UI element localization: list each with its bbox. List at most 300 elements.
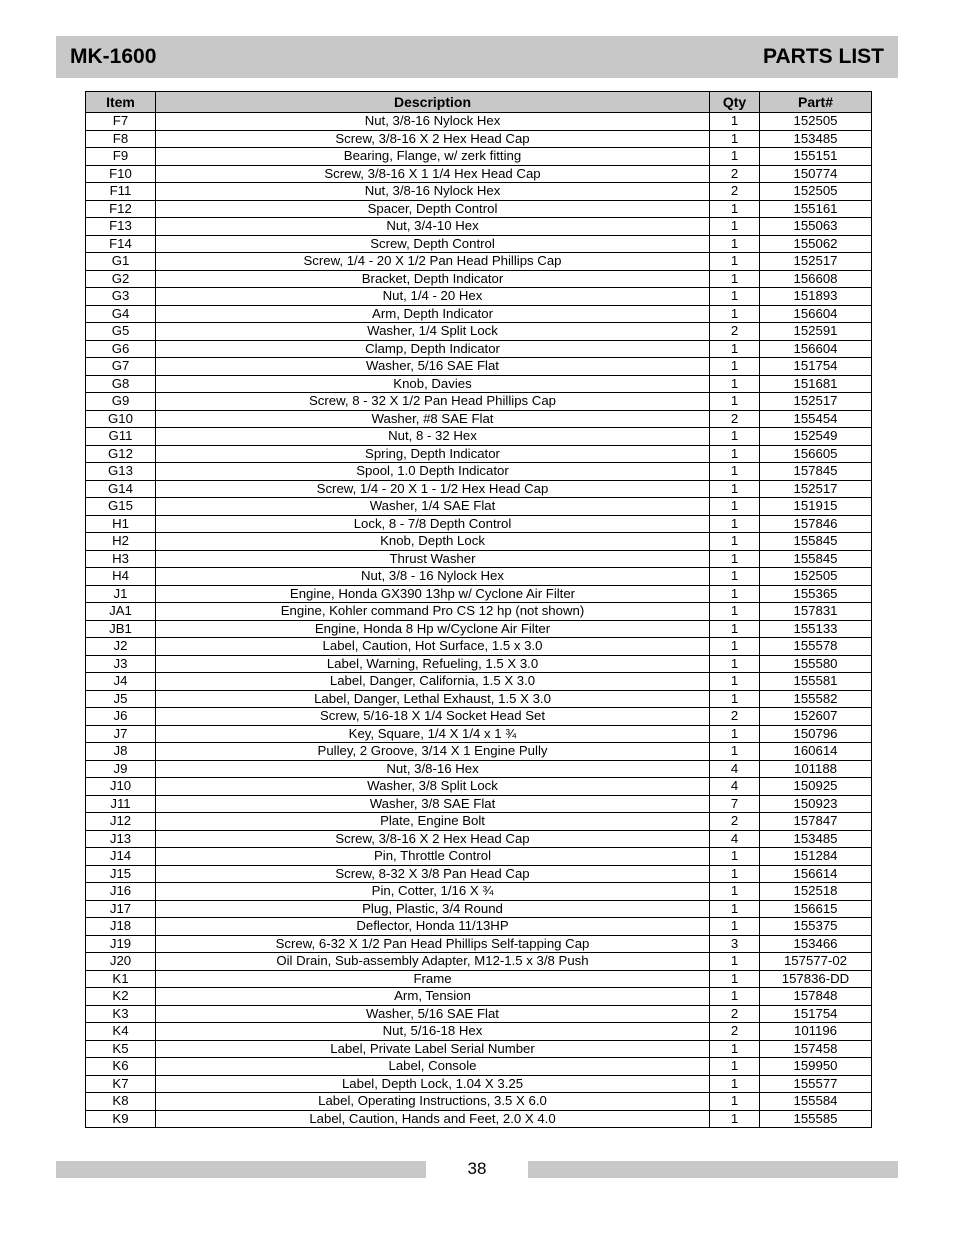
table-row xyxy=(86,410,872,428)
parts-table xyxy=(85,91,872,1128)
cell-qty: 1 xyxy=(710,1075,760,1093)
cell-item: J9 xyxy=(86,760,156,778)
cell-qty: 1 xyxy=(710,200,760,218)
cell-part-number: 152517 xyxy=(760,480,872,498)
cell-part-number: 157836-DD xyxy=(760,970,872,988)
cell-part-number: 153485 xyxy=(760,830,872,848)
cell-qty: 1 xyxy=(710,673,760,691)
cell-qty: 1 xyxy=(710,568,760,586)
cell-qty: 1 xyxy=(710,603,760,621)
cell-qty: 1 xyxy=(710,900,760,918)
table-row xyxy=(86,218,872,236)
table-row xyxy=(86,638,872,656)
cell-qty: 1 xyxy=(710,270,760,288)
table-row xyxy=(86,988,872,1006)
cell-item: H1 xyxy=(86,515,156,533)
cell-part-number: 155063 xyxy=(760,218,872,236)
footer-bar-right xyxy=(528,1161,898,1178)
cell-item: K4 xyxy=(86,1023,156,1041)
cell-description: Clamp, Depth Indicator xyxy=(156,340,710,358)
cell-item: J13 xyxy=(86,830,156,848)
cell-qty: 1 xyxy=(710,498,760,516)
cell-part-number: 157845 xyxy=(760,463,872,481)
cell-item: JB1 xyxy=(86,620,156,638)
cell-part-number: 156608 xyxy=(760,270,872,288)
cell-description: Bracket, Depth Indicator xyxy=(156,270,710,288)
cell-item: F10 xyxy=(86,165,156,183)
page-number: 38 xyxy=(467,1159,487,1178)
cell-item: G6 xyxy=(86,340,156,358)
cell-item: J5 xyxy=(86,690,156,708)
cell-description: Plug, Plastic, 3/4 Round xyxy=(156,900,710,918)
cell-qty: 1 xyxy=(710,918,760,936)
cell-part-number: 150774 xyxy=(760,165,872,183)
table-row xyxy=(86,1040,872,1058)
cell-part-number: 156604 xyxy=(760,305,872,323)
cell-qty: 1 xyxy=(710,1110,760,1128)
table-row xyxy=(86,463,872,481)
table-row xyxy=(86,655,872,673)
cell-part-number: 153485 xyxy=(760,130,872,148)
cell-description: Label, Danger, California, 1.5 X 3.0 xyxy=(156,673,710,691)
cell-part-number: 152607 xyxy=(760,708,872,726)
cell-description: Label, Warning, Refueling, 1.5 X 3.0 xyxy=(156,655,710,673)
cell-description: Lock, 8 - 7/8 Depth Control xyxy=(156,515,710,533)
table-row xyxy=(86,533,872,551)
table-row xyxy=(86,690,872,708)
cell-part-number: 155133 xyxy=(760,620,872,638)
cell-part-number: 101188 xyxy=(760,760,872,778)
cell-description: Label, Private Label Serial Number xyxy=(156,1040,710,1058)
cell-part-number: 155584 xyxy=(760,1093,872,1111)
cell-description: Nut, 3/4-10 Hex xyxy=(156,218,710,236)
table-row xyxy=(86,673,872,691)
cell-part-number: 152518 xyxy=(760,883,872,901)
cell-description: Label, Danger, Lethal Exhaust, 1.5 X 3.0 xyxy=(156,690,710,708)
cell-description: Washer, 3/8 SAE Flat xyxy=(156,795,710,813)
cell-item: G14 xyxy=(86,480,156,498)
table-row xyxy=(86,620,872,638)
cell-description: Spacer, Depth Control xyxy=(156,200,710,218)
cell-description: Frame xyxy=(156,970,710,988)
table-row xyxy=(86,935,872,953)
cell-part-number: 155151 xyxy=(760,148,872,166)
cell-description: Label, Caution, Hands and Feet, 2.0 X 4.0 xyxy=(156,1110,710,1128)
cell-qty: 2 xyxy=(710,813,760,831)
cell-item: J12 xyxy=(86,813,156,831)
cell-qty: 1 xyxy=(710,305,760,323)
cell-part-number: 153466 xyxy=(760,935,872,953)
table-row xyxy=(86,165,872,183)
column-header-qty: Qty xyxy=(710,92,760,113)
cell-description: Nut, 8 - 32 Hex xyxy=(156,428,710,446)
table-row xyxy=(86,288,872,306)
cell-description: Nut, 5/16-18 Hex xyxy=(156,1023,710,1041)
cell-part-number: 157577-02 xyxy=(760,953,872,971)
cell-item: K9 xyxy=(86,1110,156,1128)
cell-description: Nut, 3/8-16 Hex xyxy=(156,760,710,778)
cell-item: G3 xyxy=(86,288,156,306)
table-row xyxy=(86,480,872,498)
cell-description: Washer, 1/4 SAE Flat xyxy=(156,498,710,516)
table-row xyxy=(86,970,872,988)
table-row xyxy=(86,1058,872,1076)
cell-description: Label, Caution, Hot Surface, 1.5 x 3.0 xyxy=(156,638,710,656)
table-row xyxy=(86,130,872,148)
table-row xyxy=(86,708,872,726)
cell-item: J4 xyxy=(86,673,156,691)
cell-part-number: 155365 xyxy=(760,585,872,603)
cell-item: J17 xyxy=(86,900,156,918)
cell-qty: 2 xyxy=(710,410,760,428)
cell-part-number: 155578 xyxy=(760,638,872,656)
cell-description: Label, Console xyxy=(156,1058,710,1076)
cell-qty: 1 xyxy=(710,235,760,253)
table-row xyxy=(86,743,872,761)
cell-qty: 1 xyxy=(710,585,760,603)
table-row xyxy=(86,235,872,253)
cell-part-number: 155062 xyxy=(760,235,872,253)
cell-qty: 1 xyxy=(710,375,760,393)
table-row xyxy=(86,445,872,463)
cell-qty: 1 xyxy=(710,130,760,148)
table-row xyxy=(86,603,872,621)
table-row xyxy=(86,568,872,586)
cell-description: Arm, Tension xyxy=(156,988,710,1006)
table-row xyxy=(86,1093,872,1111)
model-title: MK-1600 xyxy=(70,45,157,68)
cell-qty: 1 xyxy=(710,970,760,988)
cell-item: K1 xyxy=(86,970,156,988)
cell-description: Bearing, Flange, w/ zerk fitting xyxy=(156,148,710,166)
cell-description: Screw, 8 - 32 X 1/2 Pan Head Phillips Cap xyxy=(156,393,710,411)
cell-item: J15 xyxy=(86,865,156,883)
column-header-part-number: Part# xyxy=(760,92,872,113)
cell-item: J2 xyxy=(86,638,156,656)
cell-part-number: 152505 xyxy=(760,113,872,131)
cell-item: K7 xyxy=(86,1075,156,1093)
cell-part-number: 160614 xyxy=(760,743,872,761)
cell-qty: 1 xyxy=(710,638,760,656)
cell-item: F13 xyxy=(86,218,156,236)
cell-description: Nut, 1/4 - 20 Hex xyxy=(156,288,710,306)
cell-part-number: 150923 xyxy=(760,795,872,813)
table-row xyxy=(86,865,872,883)
cell-part-number: 156615 xyxy=(760,900,872,918)
table-header-row xyxy=(86,92,872,113)
cell-item: J19 xyxy=(86,935,156,953)
cell-description: Thrust Washer xyxy=(156,550,710,568)
cell-item: F8 xyxy=(86,130,156,148)
cell-qty: 1 xyxy=(710,743,760,761)
cell-description: Washer, 5/16 SAE Flat xyxy=(156,1005,710,1023)
cell-description: Knob, Davies xyxy=(156,375,710,393)
footer-bar-left xyxy=(56,1161,426,1178)
cell-qty: 1 xyxy=(710,445,760,463)
cell-part-number: 156614 xyxy=(760,865,872,883)
cell-item: J8 xyxy=(86,743,156,761)
cell-part-number: 155585 xyxy=(760,1110,872,1128)
cell-part-number: 157847 xyxy=(760,813,872,831)
cell-qty: 3 xyxy=(710,935,760,953)
cell-qty: 1 xyxy=(710,988,760,1006)
table-row xyxy=(86,1005,872,1023)
cell-item: J7 xyxy=(86,725,156,743)
cell-part-number: 157458 xyxy=(760,1040,872,1058)
cell-qty: 1 xyxy=(710,848,760,866)
cell-qty: 2 xyxy=(710,183,760,201)
cell-part-number: 152517 xyxy=(760,393,872,411)
cell-item: J10 xyxy=(86,778,156,796)
cell-description: Key, Square, 1/4 X 1/4 x 1 ¾ xyxy=(156,725,710,743)
cell-qty: 1 xyxy=(710,358,760,376)
cell-qty: 4 xyxy=(710,760,760,778)
cell-part-number: 155577 xyxy=(760,1075,872,1093)
cell-qty: 1 xyxy=(710,148,760,166)
cell-item: J16 xyxy=(86,883,156,901)
table-row xyxy=(86,953,872,971)
cell-part-number: 150925 xyxy=(760,778,872,796)
table-row xyxy=(86,498,872,516)
cell-qty: 1 xyxy=(710,865,760,883)
cell-part-number: 156604 xyxy=(760,340,872,358)
table-row xyxy=(86,200,872,218)
cell-part-number: 157846 xyxy=(760,515,872,533)
table-row xyxy=(86,550,872,568)
cell-item: F9 xyxy=(86,148,156,166)
cell-description: Nut, 3/8-16 Nylock Hex xyxy=(156,113,710,131)
cell-item: F11 xyxy=(86,183,156,201)
cell-qty: 1 xyxy=(710,218,760,236)
column-header-description: Description xyxy=(156,92,710,113)
cell-description: Arm, Depth Indicator xyxy=(156,305,710,323)
cell-description: Screw, 3/8-16 X 2 Hex Head Cap xyxy=(156,130,710,148)
cell-description: Oil Drain, Sub-assembly Adapter, M12-1.5 x 3/8 Push xyxy=(156,953,710,971)
cell-qty: 1 xyxy=(710,690,760,708)
cell-part-number: 151284 xyxy=(760,848,872,866)
cell-item: G9 xyxy=(86,393,156,411)
cell-part-number: 155581 xyxy=(760,673,872,691)
table-row xyxy=(86,778,872,796)
table-row xyxy=(86,340,872,358)
cell-item: J6 xyxy=(86,708,156,726)
cell-part-number: 152549 xyxy=(760,428,872,446)
cell-description: Plate, Engine Bolt xyxy=(156,813,710,831)
cell-item: H4 xyxy=(86,568,156,586)
table-row xyxy=(86,585,872,603)
table-row xyxy=(86,900,872,918)
cell-item: K3 xyxy=(86,1005,156,1023)
table-row xyxy=(86,918,872,936)
table-row xyxy=(86,883,872,901)
cell-description: Washer, 3/8 Split Lock xyxy=(156,778,710,796)
cell-description: Pulley, 2 Groove, 3/14 X 1 Engine Pully xyxy=(156,743,710,761)
cell-qty: 1 xyxy=(710,1058,760,1076)
cell-qty: 2 xyxy=(710,323,760,341)
cell-item: J14 xyxy=(86,848,156,866)
cell-qty: 1 xyxy=(710,620,760,638)
cell-qty: 1 xyxy=(710,953,760,971)
cell-item: G15 xyxy=(86,498,156,516)
table-row xyxy=(86,725,872,743)
cell-qty: 4 xyxy=(710,778,760,796)
cell-part-number: 152591 xyxy=(760,323,872,341)
cell-part-number: 157831 xyxy=(760,603,872,621)
cell-description: Screw, Depth Control xyxy=(156,235,710,253)
cell-description: Label, Depth Lock, 1.04 X 3.25 xyxy=(156,1075,710,1093)
cell-part-number: 152505 xyxy=(760,568,872,586)
cell-part-number: 159950 xyxy=(760,1058,872,1076)
cell-part-number: 155161 xyxy=(760,200,872,218)
cell-part-number: 157848 xyxy=(760,988,872,1006)
cell-item: K6 xyxy=(86,1058,156,1076)
cell-description: Pin, Cotter, 1/16 X ¾ xyxy=(156,883,710,901)
table-row xyxy=(86,795,872,813)
cell-qty: 1 xyxy=(710,1040,760,1058)
table-row xyxy=(86,113,872,131)
cell-description: Screw, 1/4 - 20 X 1 - 1/2 Hex Head Cap xyxy=(156,480,710,498)
cell-qty: 1 xyxy=(710,253,760,271)
table-row xyxy=(86,1110,872,1128)
cell-part-number: 155845 xyxy=(760,533,872,551)
table-row xyxy=(86,830,872,848)
cell-qty: 2 xyxy=(710,165,760,183)
cell-part-number: 151754 xyxy=(760,1005,872,1023)
table-row xyxy=(86,1023,872,1041)
cell-description: Nut, 3/8 - 16 Nylock Hex xyxy=(156,568,710,586)
cell-part-number: 151754 xyxy=(760,358,872,376)
cell-item: J1 xyxy=(86,585,156,603)
cell-description: Deflector, Honda 11/13HP xyxy=(156,918,710,936)
cell-part-number: 156605 xyxy=(760,445,872,463)
cell-part-number: 152505 xyxy=(760,183,872,201)
cell-item: JA1 xyxy=(86,603,156,621)
cell-item: G10 xyxy=(86,410,156,428)
cell-qty: 1 xyxy=(710,883,760,901)
cell-description: Spring, Depth Indicator xyxy=(156,445,710,463)
cell-description: Nut, 3/8-16 Nylock Hex xyxy=(156,183,710,201)
cell-description: Screw, 3/8-16 X 1 1/4 Hex Head Cap xyxy=(156,165,710,183)
table-row xyxy=(86,813,872,831)
cell-description: Screw, 3/8-16 X 2 Hex Head Cap xyxy=(156,830,710,848)
cell-qty: 2 xyxy=(710,1023,760,1041)
table-row xyxy=(86,1075,872,1093)
header-bar xyxy=(56,36,898,78)
table-row xyxy=(86,323,872,341)
table-row xyxy=(86,270,872,288)
cell-part-number: 151681 xyxy=(760,375,872,393)
cell-item: G8 xyxy=(86,375,156,393)
cell-qty: 1 xyxy=(710,393,760,411)
cell-part-number: 150796 xyxy=(760,725,872,743)
cell-description: Screw, 5/16-18 X 1/4 Socket Head Set xyxy=(156,708,710,726)
table-row xyxy=(86,148,872,166)
table-row xyxy=(86,305,872,323)
cell-qty: 1 xyxy=(710,515,760,533)
cell-description: Washer, #8 SAE Flat xyxy=(156,410,710,428)
table-row xyxy=(86,428,872,446)
table-row xyxy=(86,375,872,393)
cell-description: Screw, 8-32 X 3/8 Pan Head Cap xyxy=(156,865,710,883)
table-row xyxy=(86,253,872,271)
cell-item: G13 xyxy=(86,463,156,481)
cell-description: Engine, Honda GX390 13hp w/ Cyclone Air Filter xyxy=(156,585,710,603)
cell-item: G12 xyxy=(86,445,156,463)
cell-part-number: 101196 xyxy=(760,1023,872,1041)
table-row xyxy=(86,515,872,533)
cell-item: H3 xyxy=(86,550,156,568)
cell-qty: 1 xyxy=(710,533,760,551)
cell-qty: 2 xyxy=(710,1005,760,1023)
cell-qty: 1 xyxy=(710,288,760,306)
cell-item: F7 xyxy=(86,113,156,131)
cell-qty: 2 xyxy=(710,708,760,726)
cell-item: G4 xyxy=(86,305,156,323)
cell-item: G2 xyxy=(86,270,156,288)
cell-qty: 4 xyxy=(710,830,760,848)
cell-qty: 1 xyxy=(710,480,760,498)
cell-part-number: 155582 xyxy=(760,690,872,708)
cell-part-number: 152517 xyxy=(760,253,872,271)
cell-qty: 1 xyxy=(710,725,760,743)
cell-description: Washer, 1/4 Split Lock xyxy=(156,323,710,341)
cell-item: F14 xyxy=(86,235,156,253)
cell-qty: 1 xyxy=(710,1093,760,1111)
cell-item: H2 xyxy=(86,533,156,551)
cell-description: Engine, Kohler command Pro CS 12 hp (not shown) xyxy=(156,603,710,621)
cell-item: G5 xyxy=(86,323,156,341)
cell-qty: 1 xyxy=(710,340,760,358)
table-row xyxy=(86,358,872,376)
cell-qty: 1 xyxy=(710,550,760,568)
cell-qty: 1 xyxy=(710,463,760,481)
column-header-item: Item xyxy=(86,92,156,113)
cell-item: G1 xyxy=(86,253,156,271)
cell-description: Spool, 1.0 Depth Indicator xyxy=(156,463,710,481)
cell-item: K8 xyxy=(86,1093,156,1111)
table-row xyxy=(86,848,872,866)
cell-item: J18 xyxy=(86,918,156,936)
cell-item: J3 xyxy=(86,655,156,673)
cell-qty: 1 xyxy=(710,655,760,673)
cell-part-number: 155845 xyxy=(760,550,872,568)
cell-part-number: 155454 xyxy=(760,410,872,428)
cell-description: Pin, Throttle Control xyxy=(156,848,710,866)
table-row xyxy=(86,760,872,778)
cell-qty: 1 xyxy=(710,113,760,131)
cell-description: Engine, Honda 8 Hp w/Cyclone Air Filter xyxy=(156,620,710,638)
cell-part-number: 155580 xyxy=(760,655,872,673)
section-title: PARTS LIST xyxy=(763,45,884,68)
cell-qty: 1 xyxy=(710,428,760,446)
cell-item: J20 xyxy=(86,953,156,971)
cell-item: G11 xyxy=(86,428,156,446)
cell-part-number: 155375 xyxy=(760,918,872,936)
cell-description: Screw, 6-32 X 1/2 Pan Head Phillips Self-tapping Cap xyxy=(156,935,710,953)
cell-part-number: 151915 xyxy=(760,498,872,516)
cell-item: F12 xyxy=(86,200,156,218)
table-row xyxy=(86,183,872,201)
cell-description: Washer, 5/16 SAE Flat xyxy=(156,358,710,376)
cell-part-number: 151893 xyxy=(760,288,872,306)
table-row xyxy=(86,393,872,411)
cell-item: J11 xyxy=(86,795,156,813)
parts-table-body xyxy=(86,113,872,1128)
cell-qty: 7 xyxy=(710,795,760,813)
cell-description: Knob, Depth Lock xyxy=(156,533,710,551)
cell-item: K5 xyxy=(86,1040,156,1058)
cell-description: Label, Operating Instructions, 3.5 X 6.0 xyxy=(156,1093,710,1111)
